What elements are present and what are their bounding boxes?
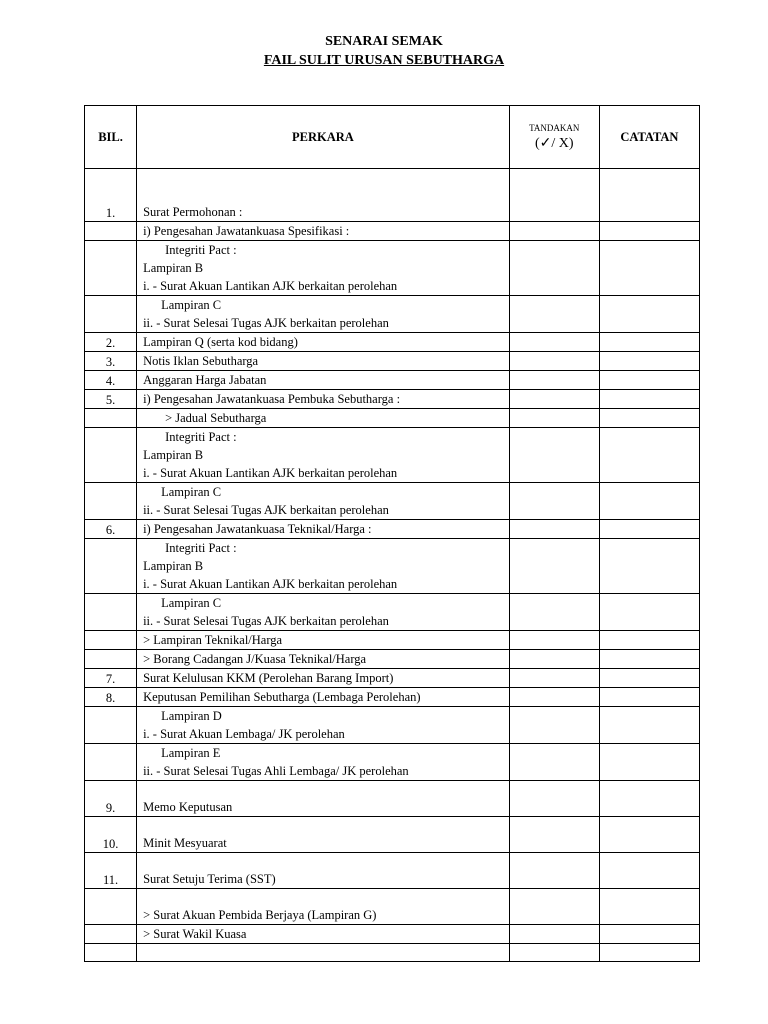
row-number: 4. [85, 371, 137, 390]
row-perkara [137, 539, 510, 594]
perkara-line: Lampiran D [161, 709, 222, 723]
perkara-line: Lampiran B [143, 448, 204, 462]
row-number: 3. [85, 352, 137, 371]
perkara-line: ii. - Surat Selesai Tugas AJK berkaitan perolehan [143, 316, 389, 330]
row-perkara [137, 296, 510, 333]
row-catatan-cell[interactable] [599, 333, 699, 352]
row-tandakan-cell[interactable] [509, 169, 599, 222]
row-tandakan-cell[interactable] [509, 428, 599, 483]
table-row [85, 594, 700, 631]
row-number [85, 944, 137, 962]
row-tandakan-cell[interactable] [509, 817, 599, 853]
perkara-line: i) Pengesahan Jawatankuasa Teknikal/Harga : [143, 522, 372, 536]
row-perkara [137, 371, 510, 390]
row-catatan-cell[interactable] [599, 409, 699, 428]
row-number [85, 744, 137, 781]
perkara-line: i) Pengesahan Jawatankuasa Pembuka Sebutharga : [143, 392, 401, 406]
perkara-line: i. - Surat Akuan Lantikan AJK berkaitan perolehan [143, 466, 398, 480]
row-number: 7. [85, 669, 137, 688]
perkara-line: Integriti Pact : [165, 430, 237, 444]
table-row [85, 650, 700, 669]
table-row [85, 169, 700, 222]
row-number [85, 296, 137, 333]
table-row [85, 520, 700, 539]
table-row [85, 688, 700, 707]
header-bil: BIL. [85, 106, 137, 169]
perkara-line: > Surat Wakil Kuasa [143, 927, 247, 941]
row-catatan-cell[interactable] [599, 169, 699, 222]
row-perkara [137, 853, 510, 889]
row-perkara [137, 744, 510, 781]
table-row [85, 631, 700, 650]
row-tandakan-cell[interactable] [509, 707, 599, 744]
table-row [85, 222, 700, 241]
row-catatan-cell[interactable] [599, 241, 699, 296]
header-perkara: PERKARA [137, 106, 510, 169]
perkara-line: Anggaran Harga Jabatan [143, 373, 267, 387]
row-perkara [137, 781, 510, 817]
row-number [85, 483, 137, 520]
row-tandakan-cell[interactable] [509, 539, 599, 594]
document-title: SENARAI SEMAK [325, 34, 443, 49]
row-number [85, 428, 137, 483]
row-perkara [137, 428, 510, 483]
perkara-line: Surat Setuju Terima (SST) [143, 872, 276, 886]
row-catatan-cell[interactable] [599, 222, 699, 241]
row-catatan-cell[interactable] [599, 889, 699, 925]
table-row [85, 371, 700, 390]
table-row [85, 707, 700, 744]
header-catatan: CATATAN [599, 106, 699, 169]
row-perkara [137, 222, 510, 241]
row-catatan-cell[interactable] [599, 483, 699, 520]
row-catatan-cell[interactable] [599, 853, 699, 889]
perkara-line: Integriti Pact : [165, 541, 237, 555]
row-number: 2. [85, 333, 137, 352]
row-perkara [137, 390, 510, 409]
row-tandakan-cell[interactable] [509, 409, 599, 428]
row-catatan-cell[interactable] [599, 650, 699, 669]
table-row [85, 853, 700, 889]
perkara-line: Lampiran C [161, 596, 222, 610]
table-row [85, 409, 700, 428]
header-tandakan-symbols: (✓/ X) [534, 135, 574, 151]
row-number [85, 925, 137, 944]
perkara-line: ii. - Surat Selesai Tugas AJK berkaitan perolehan [143, 503, 389, 517]
table-row [85, 483, 700, 520]
row-tandakan-cell[interactable] [509, 744, 599, 781]
row-tandakan-cell[interactable] [509, 889, 599, 925]
row-perkara [137, 169, 510, 222]
row-number: 5. [85, 390, 137, 409]
row-catatan-cell[interactable] [599, 594, 699, 631]
row-catatan-cell[interactable] [599, 925, 699, 944]
row-perkara [137, 944, 510, 962]
row-tandakan-cell[interactable] [509, 390, 599, 409]
header-tandakan [509, 106, 599, 169]
perkara-line: Notis Iklan Sebutharga [143, 354, 259, 368]
row-perkara [137, 409, 510, 428]
perkara-line: Minit Mesyuarat [143, 836, 227, 850]
row-tandakan-cell[interactable] [509, 781, 599, 817]
perkara-line: > Jadual Sebutharga [165, 411, 267, 425]
perkara-line: Lampiran B [143, 559, 204, 573]
row-perkara [137, 520, 510, 539]
header-tandakan-label: TANDAKAN [529, 122, 580, 133]
row-number [85, 631, 137, 650]
row-tandakan-cell[interactable] [509, 371, 599, 390]
row-catatan-cell[interactable] [599, 520, 699, 539]
row-perkara [137, 333, 510, 352]
perkara-line: i. - Surat Akuan Lantikan AJK berkaitan perolehan [143, 279, 398, 293]
row-number: 10. [85, 817, 137, 853]
perkara-line: Surat Permohonan : [143, 205, 243, 219]
row-perkara [137, 594, 510, 631]
table-row [85, 925, 700, 944]
table-row [85, 744, 700, 781]
row-catatan-cell[interactable] [599, 688, 699, 707]
table-row [85, 944, 700, 962]
row-number: 8. [85, 688, 137, 707]
table-row [85, 817, 700, 853]
table-row [85, 539, 700, 594]
row-perkara [137, 669, 510, 688]
row-tandakan-cell[interactable] [509, 483, 599, 520]
row-tandakan-cell[interactable] [509, 241, 599, 296]
row-number [85, 241, 137, 296]
row-catatan-cell[interactable] [599, 390, 699, 409]
perkara-line: Surat Kelulusan KKM (Perolehan Barang Import) [143, 671, 394, 685]
perkara-line: ii. - Surat Selesai Tugas Ahli Lembaga/ JK perolehan [143, 764, 409, 778]
row-catatan-cell[interactable] [599, 296, 699, 333]
row-catatan-cell[interactable] [599, 707, 699, 744]
perkara-line: Lampiran B [143, 261, 204, 275]
table-row [85, 669, 700, 688]
row-tandakan-cell[interactable] [509, 594, 599, 631]
perkara-line: Lampiran C [161, 485, 222, 499]
row-catatan-cell[interactable] [599, 669, 699, 688]
row-number [85, 650, 137, 669]
row-perkara [137, 483, 510, 520]
row-number [85, 409, 137, 428]
row-tandakan-cell[interactable] [509, 650, 599, 669]
row-catatan-cell[interactable] [599, 631, 699, 650]
row-perkara [137, 688, 510, 707]
row-perkara [137, 241, 510, 296]
row-catatan-cell[interactable] [599, 539, 699, 594]
document-subtitle: FAIL SULIT URUSAN SEBUTHARGA [263, 53, 505, 68]
perkara-line: i. - Surat Akuan Lembaga/ JK perolehan [143, 727, 345, 741]
perkara-line: i) Pengesahan Jawatankuasa Spesifikasi : [143, 224, 350, 238]
row-tandakan-cell[interactable] [509, 520, 599, 539]
row-perkara [137, 352, 510, 371]
row-perkara [137, 817, 510, 853]
table-row [85, 241, 700, 296]
row-perkara [137, 889, 510, 925]
perkara-line: Integriti Pact : [165, 243, 237, 257]
row-number [85, 594, 137, 631]
row-perkara [137, 650, 510, 669]
row-catatan-cell[interactable] [599, 428, 699, 483]
row-tandakan-cell[interactable] [509, 333, 599, 352]
table-header-row [85, 106, 700, 169]
perkara-line: > Borang Cadangan J/Kuasa Teknikal/Harga [143, 652, 367, 666]
row-perkara [137, 925, 510, 944]
row-catatan-cell[interactable] [599, 352, 699, 371]
checklist-table [84, 105, 700, 962]
row-number: 1. [85, 169, 137, 222]
perkara-line: Keputusan Pemilihan Sebutharga (Lembaga Perolehan) [143, 690, 421, 704]
perkara-line: > Surat Akuan Pembida Berjaya (Lampiran G) [143, 908, 377, 922]
row-number: 9. [85, 781, 137, 817]
table-row [85, 333, 700, 352]
row-catatan-cell[interactable] [599, 371, 699, 390]
row-tandakan-cell[interactable] [509, 925, 599, 944]
table-row [85, 296, 700, 333]
perkara-line: Lampiran C [161, 298, 222, 312]
row-tandakan-cell[interactable] [509, 688, 599, 707]
table-row [85, 352, 700, 371]
row-tandakan-cell[interactable] [509, 296, 599, 333]
table-row [85, 428, 700, 483]
table-row [85, 390, 700, 409]
row-number [85, 707, 137, 744]
row-tandakan-cell[interactable] [509, 222, 599, 241]
row-tandakan-cell[interactable] [509, 631, 599, 650]
row-tandakan-cell[interactable] [509, 944, 599, 962]
table-row [85, 889, 700, 925]
perkara-line: > Lampiran Teknikal/Harga [143, 633, 283, 647]
row-perkara [137, 631, 510, 650]
row-number [85, 889, 137, 925]
perkara-line: Lampiran E [161, 746, 221, 760]
perkara-line: i. - Surat Akuan Lantikan AJK berkaitan perolehan [143, 577, 398, 591]
row-tandakan-cell[interactable] [509, 853, 599, 889]
row-number: 6. [85, 520, 137, 539]
perkara-line: ii. - Surat Selesai Tugas AJK berkaitan perolehan [143, 614, 389, 628]
perkara-line: Memo Keputusan [143, 800, 233, 814]
row-tandakan-cell[interactable] [509, 352, 599, 371]
row-number [85, 539, 137, 594]
row-catatan-cell[interactable] [599, 944, 699, 962]
row-catatan-cell[interactable] [599, 781, 699, 817]
row-catatan-cell[interactable] [599, 817, 699, 853]
row-tandakan-cell[interactable] [509, 669, 599, 688]
row-number: 11. [85, 853, 137, 889]
table-row [85, 781, 700, 817]
row-catatan-cell[interactable] [599, 744, 699, 781]
perkara-line: Lampiran Q (serta kod bidang) [143, 335, 298, 349]
row-perkara [137, 707, 510, 744]
row-number [85, 222, 137, 241]
